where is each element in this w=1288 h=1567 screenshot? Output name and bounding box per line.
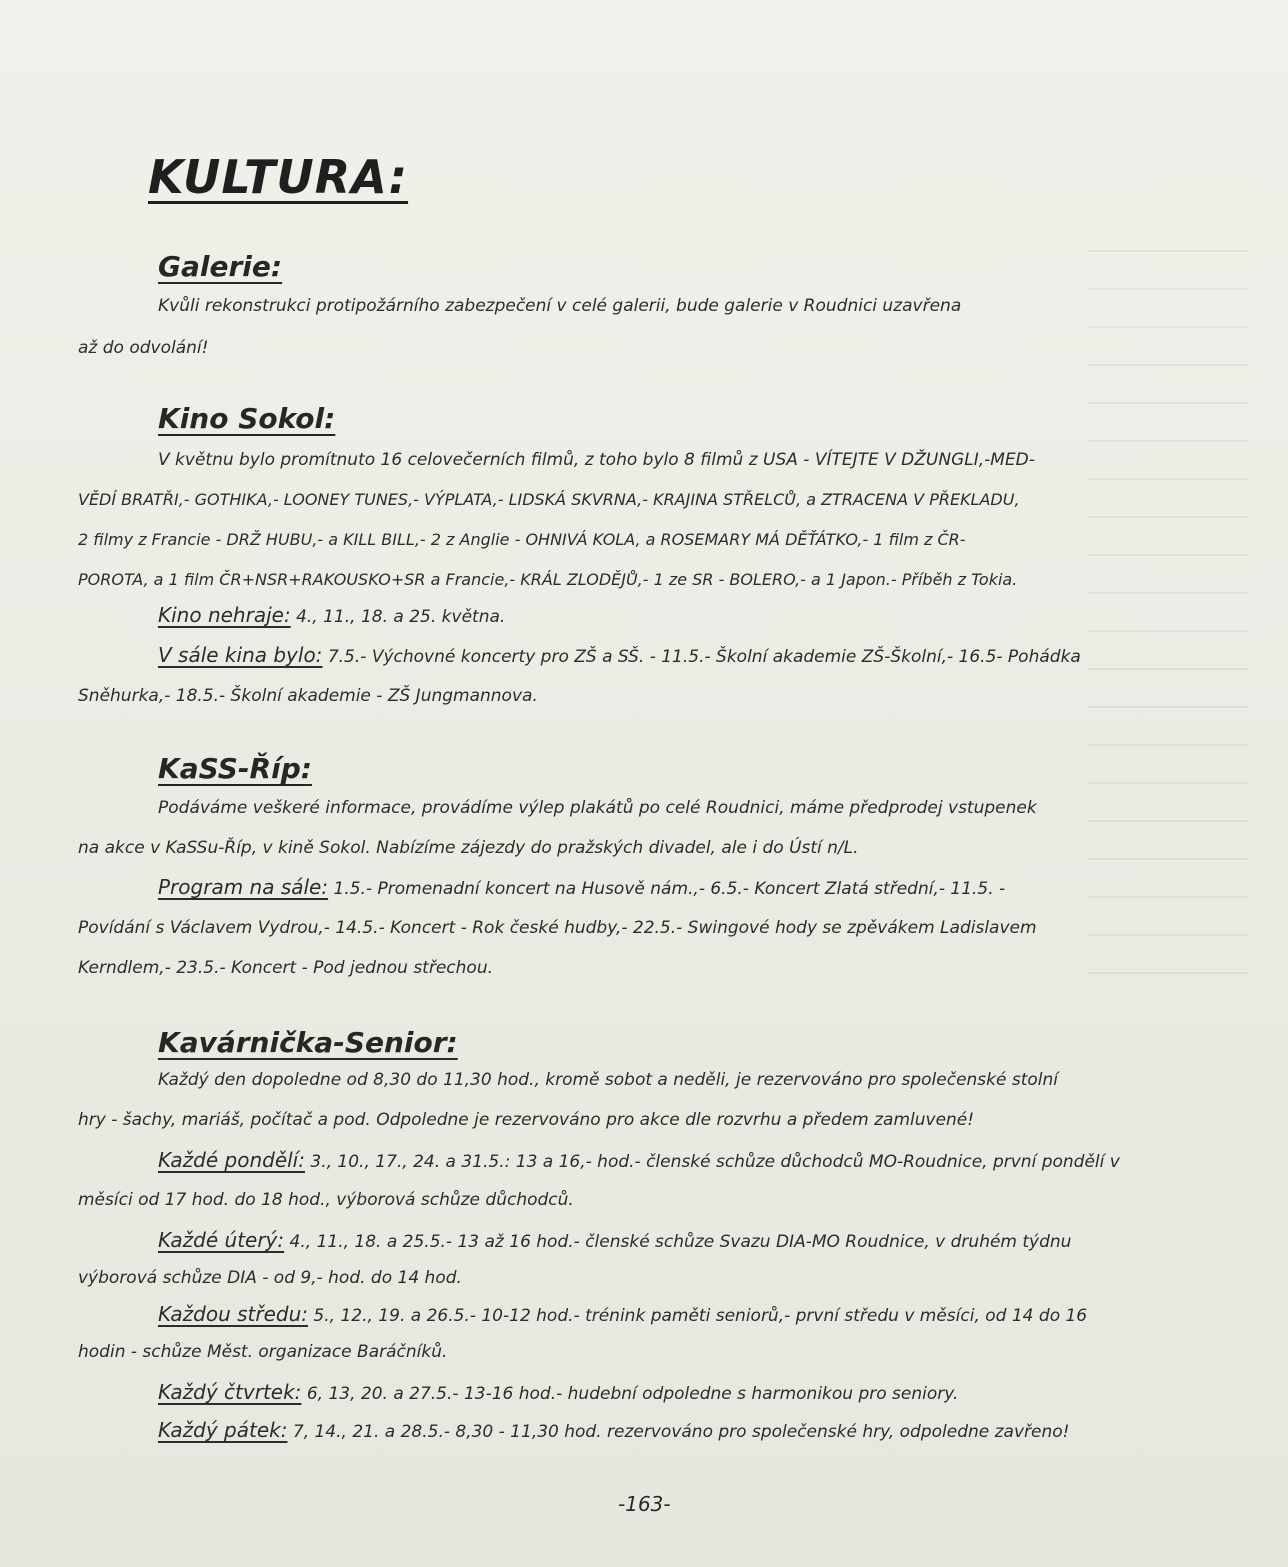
kino-line-4: POROTA, a 1 film ČR+NSR+RAKOUSKO+SR a Francie,- KRÁL ZLODĚJŮ,- 1 ze SR - BOLERO,- a 1 Japon.- Příběh z Tokia.: [78, 570, 1018, 589]
kass-line-1: Podáváme veškeré informace, provádíme výlep plakátů po celé Roudnici, máme předprodej vstupenek: [158, 798, 1037, 818]
kavarnicka-patek-row: [158, 1418, 1069, 1442]
kino-line-3: 2 filmy z Francie - DRŽ HUBU,- a KILL BILL,- 2 z Anglie - OHNIVÁ KOLA, a ROSEMARY MÁ DĚŤÁTKO,- 1 film z ČR-: [78, 530, 966, 549]
kavarnicka-utery-row: [158, 1228, 1071, 1252]
page-number: -163-: [618, 1492, 671, 1516]
kass-heading: KaSS-Říp:: [158, 752, 312, 785]
kavarnicka-pondeli-row: [158, 1148, 1120, 1172]
kass-program-text-1: 1.5.- Promenadní koncert na Husově nám.,- 6.5.- Koncert Zlatá střední,- 11.5. -: [328, 879, 1006, 899]
kavarnicka-ctvrtek-label: Každý čtvrtek:: [158, 1380, 302, 1404]
kavarnicka-utery-label: Každé úterý:: [158, 1228, 285, 1252]
kino-sale-text-1: 7.5.- Výchovné koncerty pro ZŠ a SŠ. - 11.5.- Školní akademie ZŠ-Školní,- 16.5- Pohádka: [322, 647, 1081, 667]
kass-program-line-3: Kerndlem,- 23.5.- Koncert - Pod jednou střechou.: [78, 958, 493, 978]
kino-sale-row: [158, 643, 1081, 667]
kavarnicka-utery-text-1: 4., 11., 18. a 25.5.- 13 až 16 hod.- členské schůze Svazu DIA-MO Roudnice, v druhém týdnu: [284, 1232, 1072, 1252]
kass-line-2: na akce v KaSSu-Říp, v kině Sokol. Nabízíme zájezdy do pražských divadel, ale i do Ústí n/L.: [78, 838, 859, 858]
galerie-heading: Galerie:: [158, 250, 283, 283]
kass-program-row: [158, 875, 1005, 899]
kass-program-line-2: Povídání s Václavem Vydrou,- 14.5.- Koncert - Rok české hudby,- 22.5.- Swingové hody se zpěvákem Ladislavem: [78, 918, 1037, 938]
kino-sale-label: V sále kina bylo:: [158, 643, 323, 667]
kavarnicka-line-1: Každý den dopoledne od 8,30 do 11,30 hod., kromě sobot a neděli, je rezervováno pro společenské stolní: [158, 1070, 1059, 1090]
kavarnicka-pondeli-label: Každé pondělí:: [158, 1148, 305, 1172]
galerie-line-1: Kvůli rekonstrukci protipožárního zabezpečení v celé galerii, bude galerie v Roudnici uzavřena: [158, 296, 962, 316]
kino-nehraje-label: Kino nehraje:: [158, 603, 291, 627]
kavarnicka-streda-line-2: hodin - schůze Měst. organizace Baráčníků.: [78, 1342, 448, 1362]
kavarnicka-heading: Kavárnička-Senior:: [158, 1026, 458, 1059]
kass-program-label: Program na sále:: [158, 875, 329, 899]
bleed-through-texture: [1088, 250, 1248, 1010]
kavarnicka-streda-label: Každou středu:: [158, 1302, 309, 1326]
kavarnicka-patek-label: Každý pátek:: [158, 1418, 288, 1442]
kino-line-1: V květnu bylo promítnuto 16 celovečerních filmů, z toho bylo 8 filmů z USA - VÍTEJTE V DŽUNGLI,-MED-: [158, 450, 1035, 470]
kino-nehraje-text: 4., 11., 18. a 25. května.: [290, 607, 506, 627]
kavarnicka-pondeli-text-1: 3., 10., 17., 24. a 31.5.: 13 a 16,- hod.- členské schůze důchodců MO-Roudnice, první pondělí v: [304, 1152, 1120, 1172]
kino-line-2: VĚDÍ BRATŘI,- GOTHIKA,- LOONEY TUNES,- VÝPLATA,- LIDSKÁ SKVRNA,- KRAJINA STŘELCŮ, a ZTRACENA V PŘEKLADU,: [78, 490, 1020, 509]
kavarnicka-ctvrtek-text: 6, 13, 20. a 27.5.- 13-16 hod.- hudební odpoledne s harmonikou pro seniory.: [301, 1384, 959, 1404]
kavarnicka-line-2: hry - šachy, mariáš, počítač a pod. Odpoledne je rezervováno pro akce dle rozvrhu a předem zamluvené!: [78, 1110, 975, 1130]
kavarnicka-streda-row: [158, 1302, 1087, 1326]
kavarnicka-ctvrtek-row: [158, 1380, 958, 1404]
kino-heading: Kino Sokol:: [158, 402, 336, 435]
kavarnicka-patek-text: 7, 14., 21. a 28.5.- 8,30 - 11,30 hod. rezervováno pro společenské hry, odpoledne zavřeno!: [287, 1422, 1070, 1442]
kino-sale-line-2: Sněhurka,- 18.5.- Školní akademie - ZŠ Jungmannova.: [78, 686, 538, 706]
kavarnicka-pondeli-line-2: měsíci od 17 hod. do 18 hod., výborová schůze důchodců.: [78, 1190, 574, 1210]
kavarnicka-streda-text-1: 5., 12., 19. a 26.5.- 10-12 hod.- trénink paměti seniorů,- první středu v měsíci, od 14 do 16: [308, 1306, 1088, 1326]
page-title: KULTURA:: [148, 150, 409, 204]
galerie-line-2: až do odvolání!: [78, 338, 209, 358]
kavarnicka-utery-line-2: výborová schůze DIA - od 9,- hod. do 14 hod.: [78, 1268, 462, 1288]
kino-nehraje-row: [158, 603, 505, 627]
